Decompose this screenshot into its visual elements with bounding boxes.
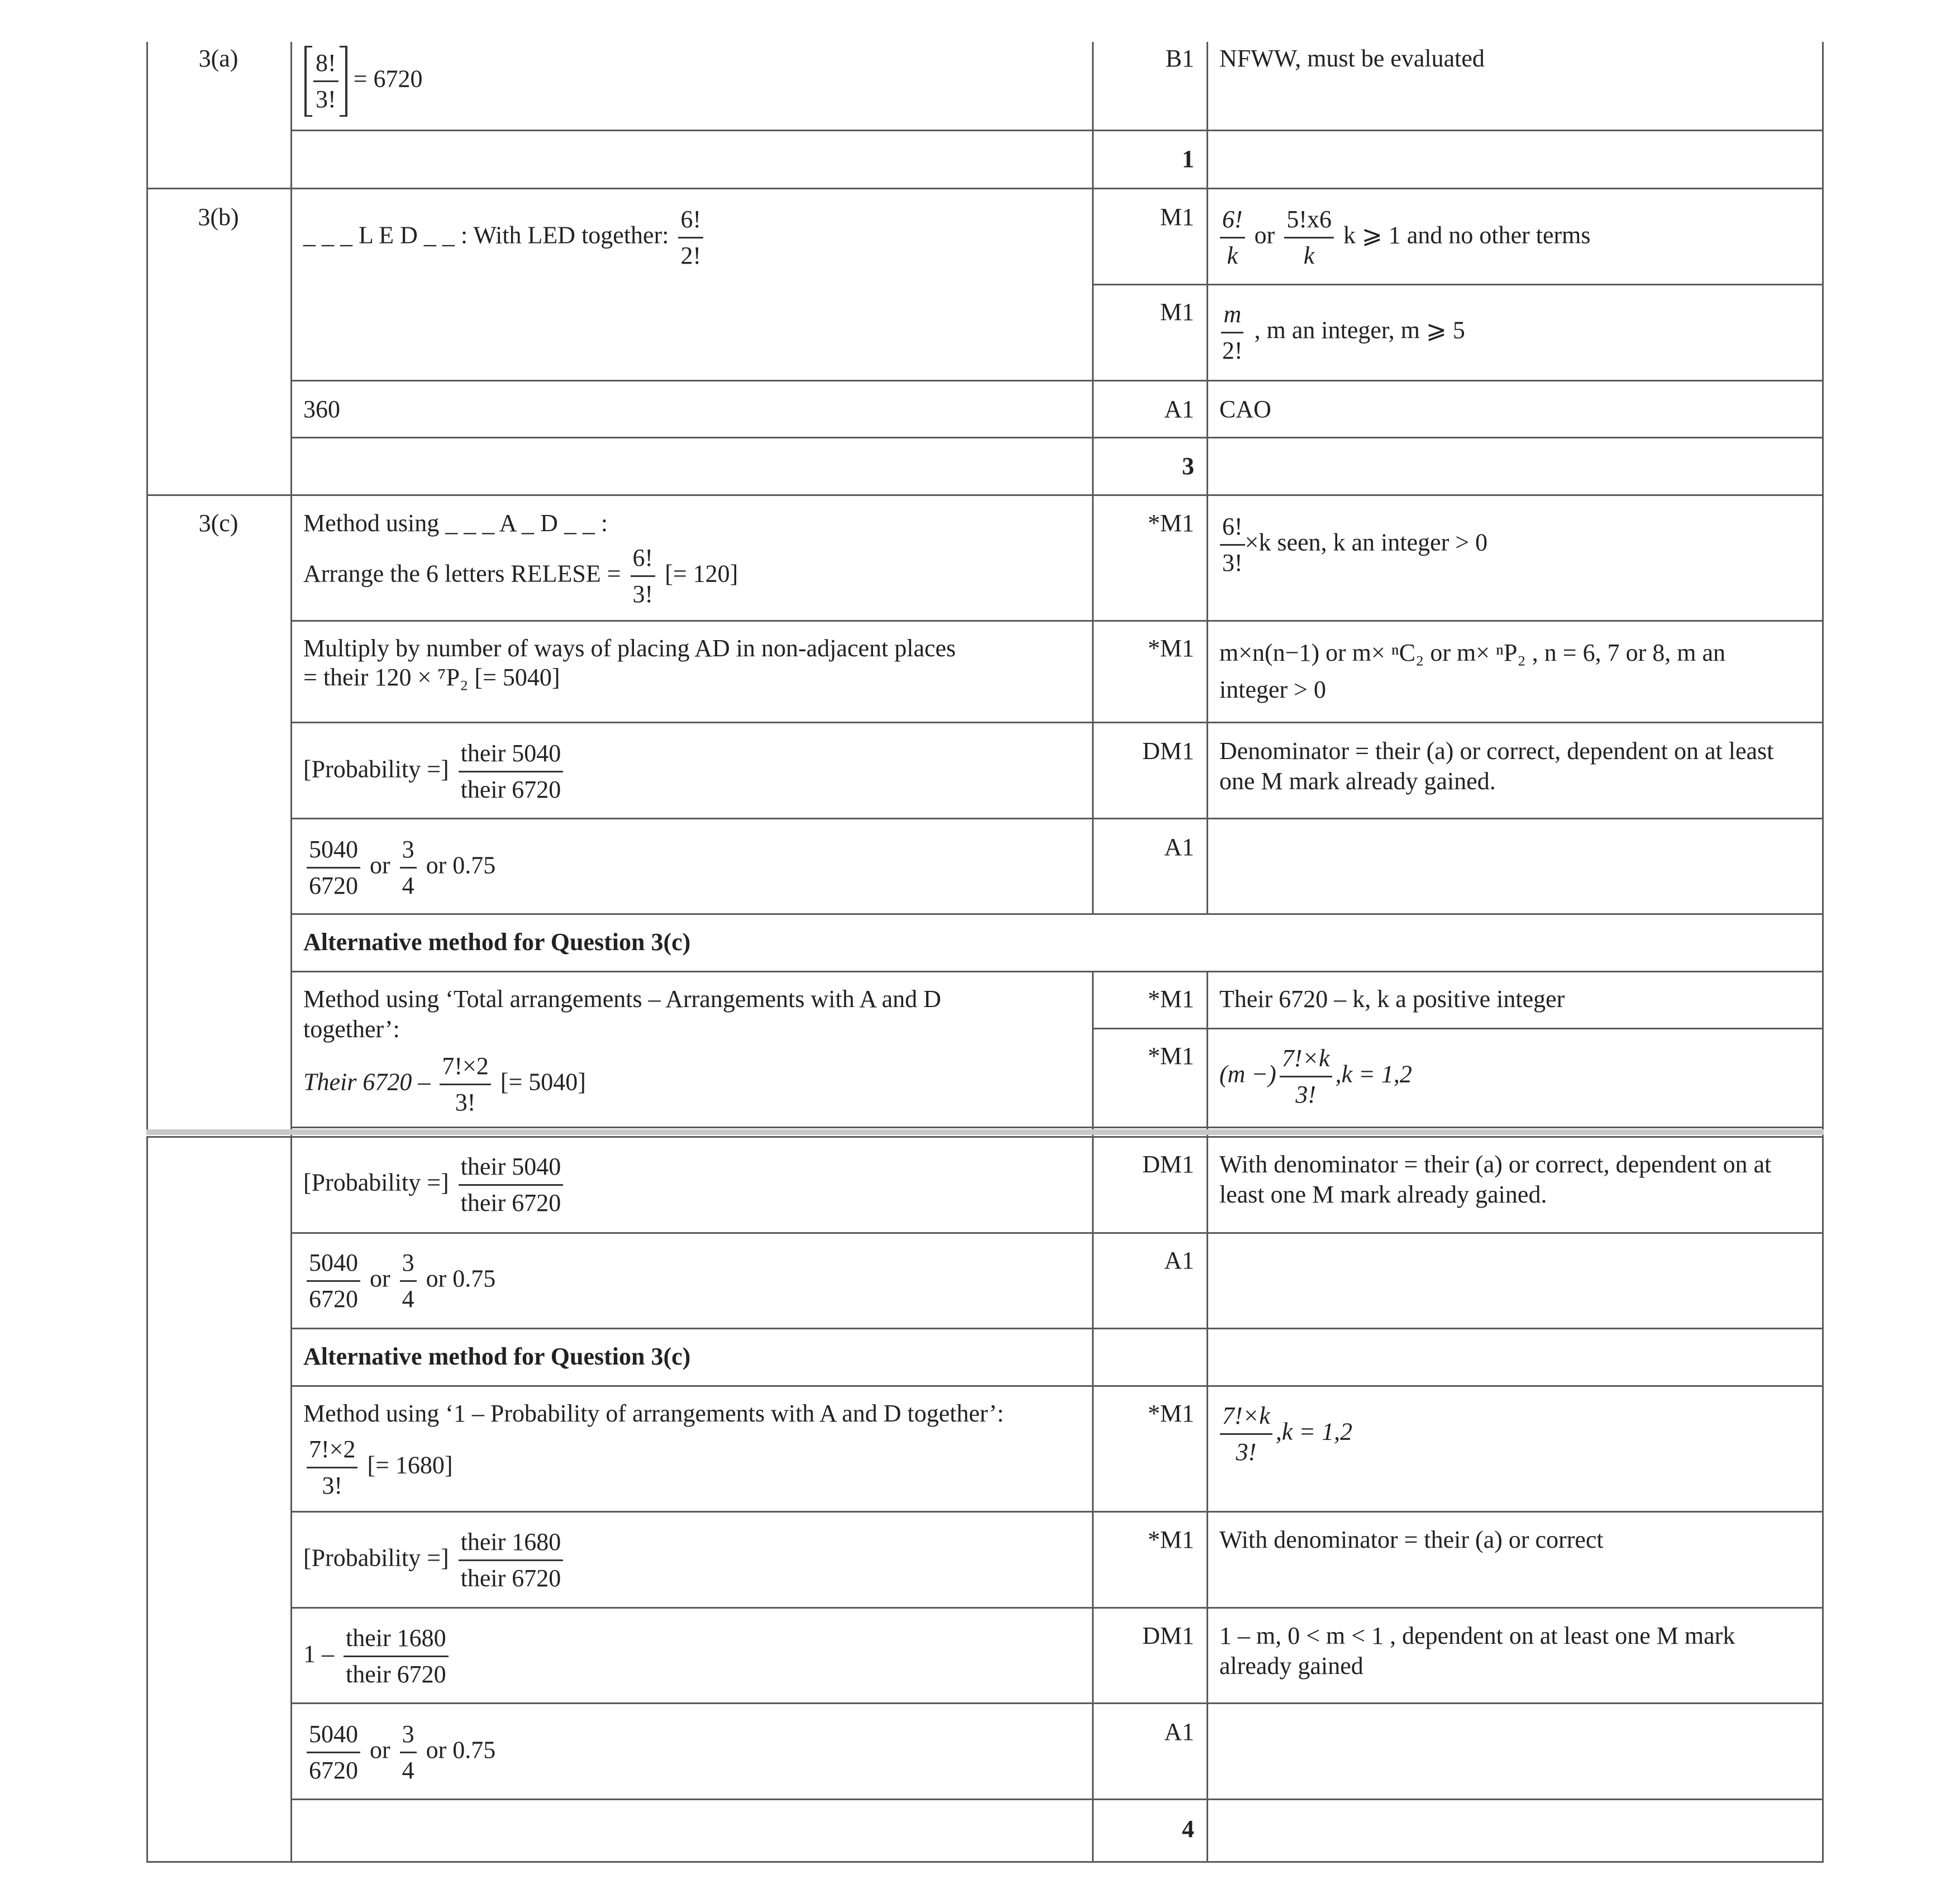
method-text: Their 6720 – bbox=[303, 1068, 431, 1096]
fraction bbox=[1220, 202, 1245, 273]
numerator: 7!×2 bbox=[440, 1049, 490, 1085]
mark-code: A1 bbox=[1164, 1718, 1194, 1745]
numerator: 6! bbox=[678, 202, 703, 238]
guidance-text: ,k = 1,2 bbox=[1335, 1060, 1412, 1088]
guidance-3b-1 bbox=[1217, 202, 1591, 273]
row-divider bbox=[290, 1127, 1824, 1128]
numerator: their 5040 bbox=[459, 736, 564, 772]
row-divider bbox=[290, 913, 1824, 915]
numerator: 3 bbox=[400, 1246, 417, 1282]
final-answer bbox=[303, 832, 495, 903]
row-divider bbox=[290, 130, 1824, 131]
answer-text: _ _ _ L E D _ _ : With LED together: bbox=[303, 221, 669, 249]
prob-label: [Probability =] bbox=[303, 1544, 449, 1572]
mark-code: *M1 bbox=[1147, 509, 1194, 537]
total-marks: 3 bbox=[1182, 452, 1194, 480]
fraction bbox=[1280, 1041, 1332, 1112]
denominator: 2! bbox=[1222, 337, 1243, 364]
column-divider bbox=[290, 42, 292, 1863]
answer-value: = 6720 bbox=[353, 65, 423, 93]
row-divider bbox=[290, 1385, 1824, 1387]
table-border-right bbox=[1822, 42, 1824, 1863]
numerator: 7!×k bbox=[1220, 1399, 1272, 1435]
alternative-method-heading: Alternative method for Question 3(c) bbox=[303, 1343, 691, 1370]
fraction bbox=[344, 1621, 449, 1692]
bracket bbox=[304, 46, 347, 117]
method-value: [= 120] bbox=[665, 560, 738, 588]
row-divider bbox=[290, 620, 1824, 622]
fraction bbox=[307, 832, 360, 903]
numerator: their 1680 bbox=[344, 1621, 449, 1657]
numerator: 6! bbox=[1220, 509, 1245, 546]
fraction bbox=[400, 1246, 417, 1316]
denominator: 4 bbox=[402, 1757, 414, 1784]
guidance-text: Their 6720 – k, k a positive integer bbox=[1219, 985, 1565, 1013]
row-divider bbox=[290, 1511, 1824, 1513]
guidance-text: 1 – m, 0 < m < 1 , dependent on at least one M mark already gained bbox=[1219, 1622, 1735, 1680]
mark-code: M1 bbox=[1160, 203, 1194, 231]
total-marks: 4 bbox=[1182, 1815, 1194, 1843]
denominator: their 6720 bbox=[346, 1661, 446, 1688]
decimal-text: or 0.75 bbox=[426, 851, 496, 879]
row-divider bbox=[290, 1799, 1824, 1800]
guidance-text: ,k = 1,2 bbox=[1275, 1418, 1353, 1446]
or-text: or bbox=[370, 1265, 390, 1292]
guidance-text: With denominator = their (a) or correct, dependent on at least one M mark already gained. bbox=[1219, 1151, 1772, 1208]
mark-code: A1 bbox=[1164, 833, 1194, 861]
fraction bbox=[307, 1246, 360, 1316]
row-divider bbox=[290, 1702, 1824, 1704]
complement-expression bbox=[303, 1621, 452, 1692]
fraction bbox=[459, 1525, 564, 1596]
numerator: 6! bbox=[1220, 202, 1245, 238]
decimal-text: or 0.75 bbox=[426, 1736, 496, 1764]
method-expression bbox=[303, 1049, 586, 1120]
fraction bbox=[440, 1049, 490, 1120]
denominator: k bbox=[1227, 242, 1238, 269]
or-text: or bbox=[1254, 221, 1275, 249]
question-number: 3(b) bbox=[198, 203, 239, 231]
guidance-text: integer > 0 bbox=[1219, 676, 1326, 703]
question-number: 3(a) bbox=[198, 45, 239, 72]
fraction bbox=[307, 1432, 357, 1503]
row-divider bbox=[1092, 1028, 1824, 1029]
fraction bbox=[1284, 202, 1334, 273]
decimal-text: or 0.75 bbox=[426, 1265, 496, 1292]
guidance-text: (m −) bbox=[1219, 1060, 1276, 1088]
numerator: 7!×2 bbox=[307, 1432, 357, 1468]
mark-code: *M1 bbox=[1147, 1526, 1194, 1553]
prob-label: [Probability =] bbox=[303, 1168, 449, 1196]
denominator: their 6720 bbox=[460, 1564, 561, 1592]
fraction bbox=[400, 1717, 417, 1788]
numerator: 3 bbox=[400, 832, 417, 869]
denominator: 6720 bbox=[309, 1285, 358, 1313]
guidance-text: k ⩾ 1 and no other terms bbox=[1343, 221, 1591, 249]
numerator: their 5040 bbox=[459, 1149, 564, 1186]
mark-code: B1 bbox=[1165, 45, 1194, 72]
fraction bbox=[313, 46, 338, 117]
answer-value: 360 bbox=[303, 395, 340, 423]
mark-code: *M1 bbox=[1147, 1400, 1194, 1427]
method-expression bbox=[303, 1432, 453, 1503]
final-answer bbox=[303, 1246, 495, 1316]
method-value: [= 5040] bbox=[500, 1068, 586, 1096]
numerator: 5!x6 bbox=[1284, 202, 1334, 238]
denominator: 3! bbox=[632, 580, 654, 608]
column-divider bbox=[1092, 42, 1094, 913]
numerator: 7!×k bbox=[1280, 1041, 1332, 1077]
mark-code: A1 bbox=[1164, 395, 1194, 423]
method-line: = their 120 × ⁷P₂ [= 5040] bbox=[303, 664, 560, 691]
probability-expression bbox=[303, 736, 566, 807]
answer-3b bbox=[303, 202, 707, 273]
method-line: Method using ‘Total arrangements – Arrangements with A and D bbox=[303, 985, 941, 1013]
guidance-text: , m an integer, m ⩾ 5 bbox=[1254, 316, 1465, 344]
column-divider bbox=[1206, 42, 1208, 913]
row-divider bbox=[290, 971, 1824, 972]
alternative-method-heading: Alternative method for Question 3(c) bbox=[303, 928, 691, 956]
denominator: 4 bbox=[402, 872, 414, 899]
numerator: m bbox=[1221, 297, 1243, 333]
numerator: 5040 bbox=[307, 1717, 360, 1753]
denominator: k bbox=[1303, 242, 1315, 269]
row-divider bbox=[290, 1607, 1824, 1609]
method-line bbox=[303, 541, 738, 612]
fraction bbox=[678, 202, 703, 273]
denominator: 3! bbox=[455, 1089, 476, 1116]
numerator: 5040 bbox=[307, 832, 360, 869]
numerator: their 1680 bbox=[459, 1525, 564, 1561]
method-text: Arrange the 6 letters RELESE = bbox=[303, 560, 621, 588]
denominator: 4 bbox=[402, 1285, 414, 1313]
table-border-left bbox=[146, 1137, 148, 1863]
probability-expression bbox=[303, 1525, 566, 1596]
method-line: together’: bbox=[303, 1015, 400, 1043]
numerator: 8! bbox=[313, 46, 338, 82]
method-value: [= 1680] bbox=[367, 1451, 453, 1479]
row-divider bbox=[146, 1136, 1824, 1138]
fraction bbox=[1220, 297, 1245, 368]
guidance-3c-1 bbox=[1217, 509, 1487, 580]
mark-code: *M1 bbox=[1147, 985, 1194, 1013]
guidance-text: Denominator = their (a) or correct, dependent on at least one M mark already gained. bbox=[1219, 737, 1774, 795]
or-text: or bbox=[370, 1736, 390, 1764]
column-divider bbox=[1092, 971, 1094, 1863]
guidance-text: ×k seen, k an integer > 0 bbox=[1244, 528, 1488, 556]
denominator: 3! bbox=[1295, 1081, 1317, 1108]
or-text: or bbox=[370, 851, 390, 879]
column-divider bbox=[1206, 971, 1208, 1863]
guidance-expression bbox=[1219, 1041, 1412, 1112]
answer-3a bbox=[304, 46, 422, 117]
denominator: their 6720 bbox=[460, 1189, 561, 1217]
mark-code: *M1 bbox=[1147, 635, 1194, 662]
fraction bbox=[1220, 1399, 1272, 1470]
denominator: 6720 bbox=[309, 872, 358, 899]
method-line: Method using _ _ _ A _ D _ _ : bbox=[303, 509, 608, 537]
question-number: 3(c) bbox=[198, 509, 239, 537]
denominator: their 6720 bbox=[460, 776, 561, 803]
row-divider bbox=[290, 380, 1824, 381]
method-line: Method using ‘1 – Probability of arrangements with A and D together’: bbox=[303, 1400, 1004, 1427]
denominator: 3! bbox=[1236, 1438, 1257, 1466]
fraction bbox=[400, 832, 417, 903]
page-break-line bbox=[146, 1129, 1824, 1135]
denominator: 2! bbox=[680, 242, 702, 269]
guidance-3b-2 bbox=[1217, 297, 1465, 368]
method-line: Multiply by number of ways of placing AD in non-adjacent places bbox=[303, 635, 956, 662]
prob-label: [Probability =] bbox=[303, 755, 449, 783]
row-divider bbox=[290, 722, 1824, 723]
guidance-text: NFWW, must be evaluated bbox=[1219, 45, 1485, 72]
numerator: 6! bbox=[631, 541, 656, 577]
fraction bbox=[307, 1717, 360, 1788]
probability-expression bbox=[303, 1149, 566, 1220]
mark-code: DM1 bbox=[1142, 1151, 1194, 1178]
fraction bbox=[631, 541, 656, 612]
table-border-bottom bbox=[146, 1861, 1824, 1863]
row-divider bbox=[1092, 284, 1824, 285]
total-marks: 1 bbox=[1182, 145, 1194, 173]
guidance-text: CAO bbox=[1219, 395, 1271, 423]
mark-code: A1 bbox=[1164, 1247, 1194, 1274]
mark-code: DM1 bbox=[1142, 737, 1194, 765]
mark-code: DM1 bbox=[1142, 1622, 1194, 1649]
guidance-expression bbox=[1217, 1399, 1352, 1470]
guidance-text: m×n(n−1) or m× ⁿC₂ or m× ⁿP₂ , n = 6, 7 or 8, m an bbox=[1219, 639, 1725, 666]
denominator: 3! bbox=[316, 85, 336, 113]
row-divider bbox=[290, 437, 1824, 438]
complement-prefix: 1 – bbox=[303, 1640, 334, 1668]
fraction bbox=[1220, 509, 1245, 580]
guidance-text: With denominator = their (a) or correct bbox=[1219, 1526, 1604, 1553]
row-divider bbox=[290, 1232, 1824, 1234]
fraction bbox=[459, 736, 564, 807]
row-divider bbox=[290, 1328, 1824, 1329]
row-divider bbox=[290, 818, 1824, 819]
numerator: 5040 bbox=[307, 1246, 360, 1282]
denominator: 3! bbox=[1222, 549, 1243, 576]
row-divider bbox=[146, 188, 1824, 189]
row-divider bbox=[146, 494, 1824, 496]
numerator: 3 bbox=[400, 1717, 417, 1753]
fraction bbox=[459, 1149, 564, 1220]
denominator: 3! bbox=[322, 1472, 343, 1499]
denominator: 6720 bbox=[309, 1757, 358, 1784]
mark-code: M1 bbox=[1160, 298, 1194, 326]
mark-code: *M1 bbox=[1147, 1042, 1194, 1070]
final-answer bbox=[303, 1717, 495, 1788]
